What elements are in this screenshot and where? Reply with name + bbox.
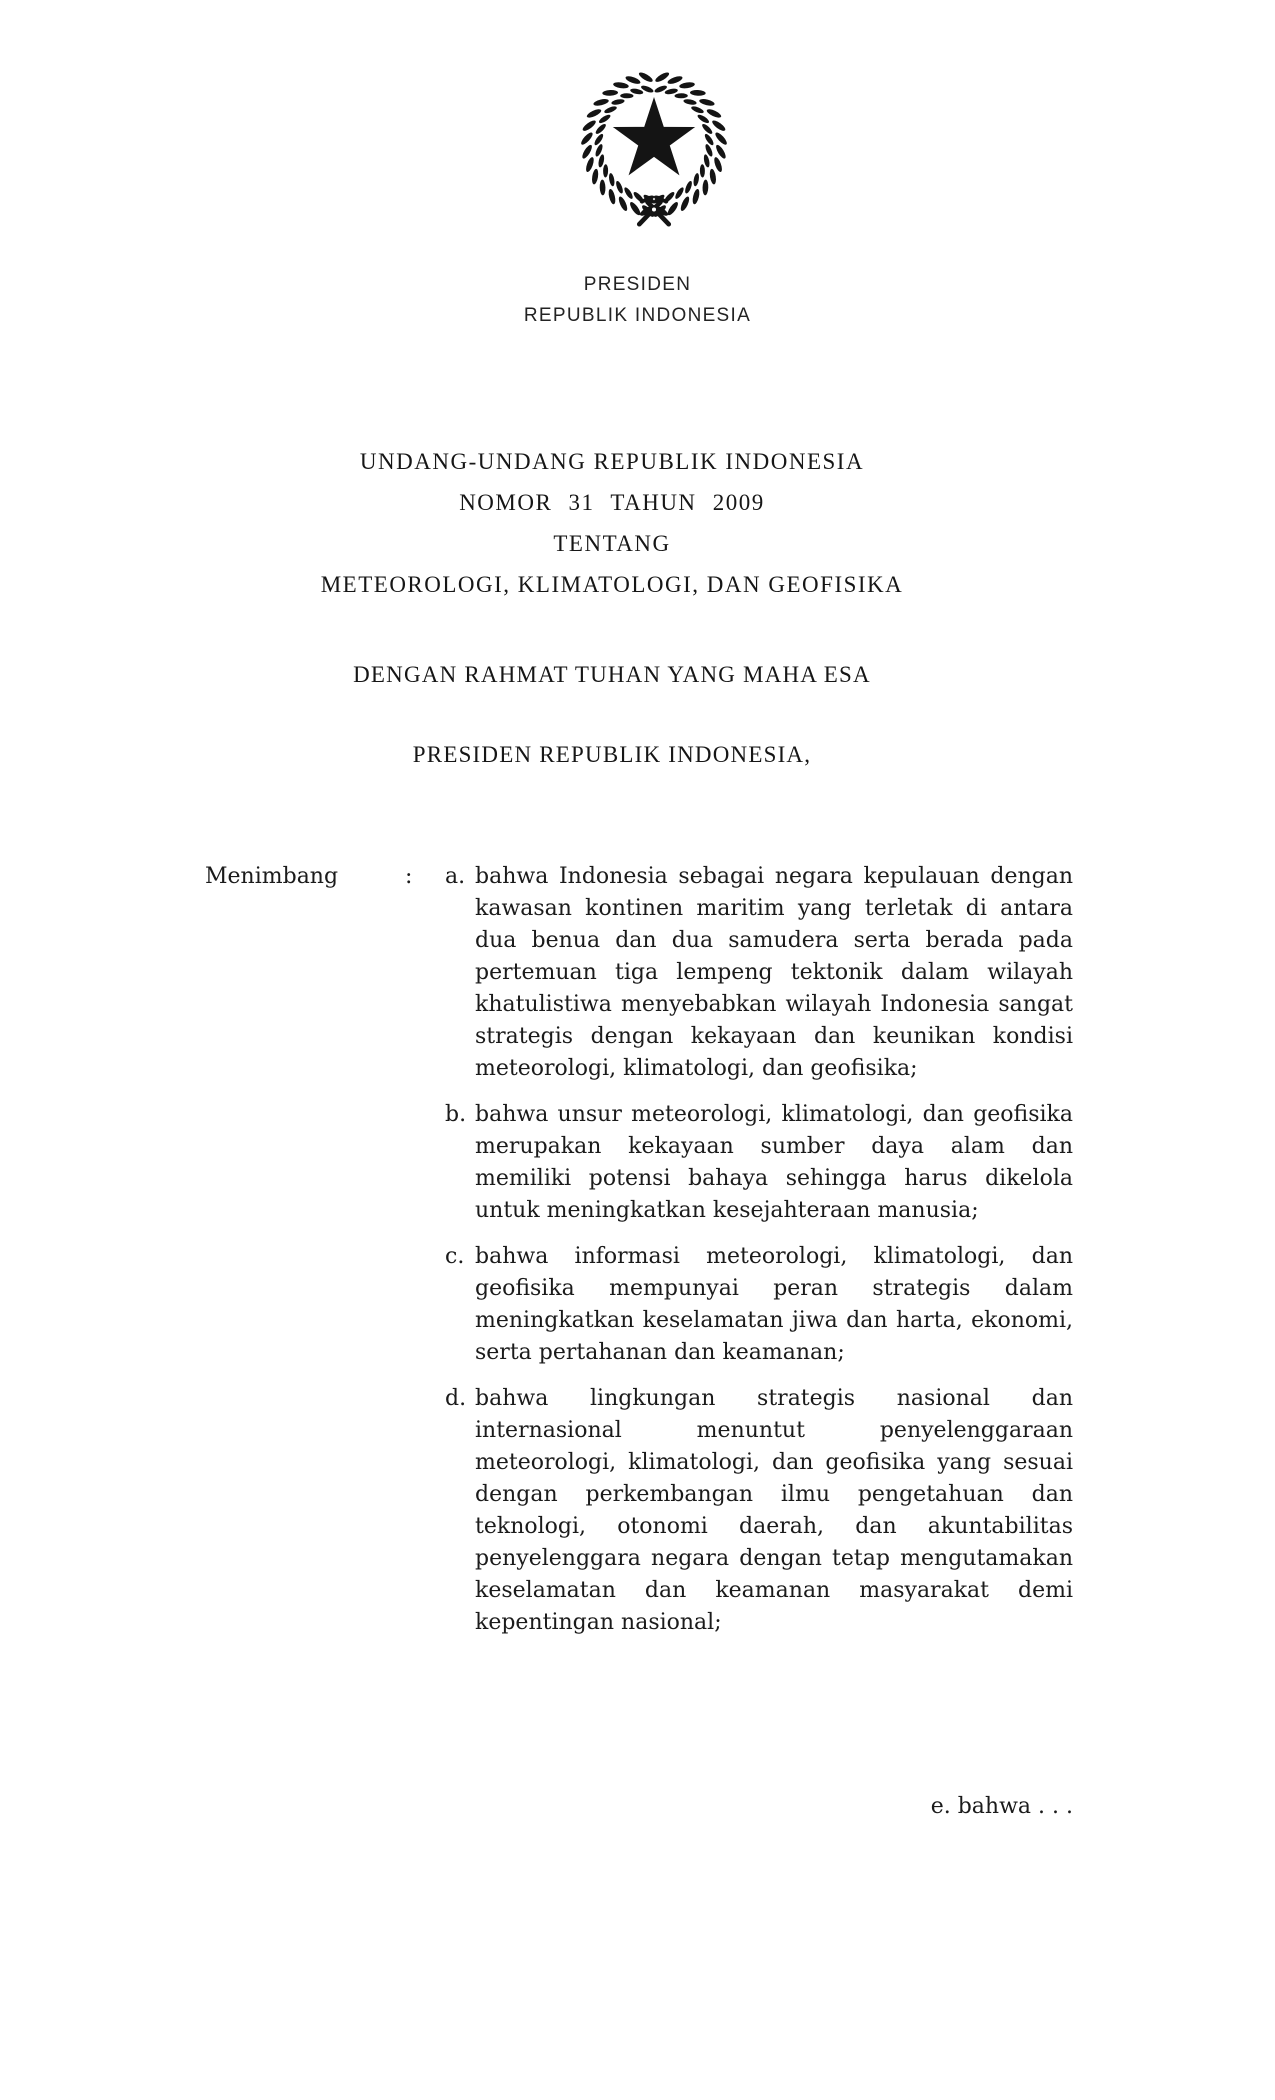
law-title-line: UNDANG-UNDANG REPUBLIK INDONESIA xyxy=(359,449,865,474)
law-title-block xyxy=(0,441,1224,605)
law-tentang-line: TENTANG xyxy=(553,531,671,556)
item-text: bahwa Indonesia sebagai negara kepulauan dengan kawasan kontinen maritim yang terletak di antara dua benua dan dua samudera serta berada pada pertemuan tiga lempeng tektonik dalam wilayah khatulistiwa menyebabkan wilayah Indonesia sangat strategis dengan kekayaan dan keunikan kondisi meteorologi, klimatologi, dan geofisika; xyxy=(475,864,1073,1081)
item-marker: d. xyxy=(445,1386,467,1411)
law-number-line: NOMOR 31 TAHUN 2009 xyxy=(459,490,765,515)
item-text: bahwa informasi meteorologi, klimatologi, dan geofisika mempunyai peran strategis dalam meningkatkan keselamatan jiwa dan harta, ekonomi, serta pertahanan dan keamanan; xyxy=(475,1244,1073,1365)
menimbang-label: Menimbang xyxy=(205,864,339,889)
item-marker: c. xyxy=(445,1244,465,1269)
national-emblem-star-wreath-icon xyxy=(571,56,737,232)
page-catchword: e. bahwa . . . xyxy=(930,1794,1073,1819)
considerations-list xyxy=(445,861,1073,1639)
invocation-line: DENGAN RAHMAT TUHAN YANG MAHA ESA xyxy=(353,662,871,687)
law-subject-line: METEOROLOGI, KLIMATOLOGI, DAN GEOFISIKA xyxy=(320,572,904,597)
star-icon xyxy=(613,97,695,175)
item-marker: b. xyxy=(445,1102,467,1127)
letterhead-republik-indonesia: REPUBLIK INDONESIA xyxy=(523,305,752,326)
menimbang-colon: : xyxy=(405,864,413,889)
item-marker: a. xyxy=(445,864,466,889)
consideration-item xyxy=(445,1099,1073,1227)
consideration-item xyxy=(445,1241,1073,1369)
consideration-item xyxy=(445,1383,1073,1639)
consideration-item xyxy=(445,861,1073,1085)
letterhead-presiden: PRESIDEN xyxy=(583,274,692,295)
item-text: bahwa unsur meteorologi, klimatologi, dan geofisika merupakan kekayaan sumber daya alam dan memiliki potensi bahaya sehingga harus dikelola untuk meningkatkan kesejahteraan manusia; xyxy=(475,1102,1073,1223)
authority-line: PRESIDEN REPUBLIK INDONESIA, xyxy=(412,742,812,767)
item-text: bahwa lingkungan strategis nasional dan internasional menuntut penyelenggaraan meteorologi, klimatologi, dan geofisika yang sesuai dengan perkembangan ilmu pengetahuan dan teknologi, otonomi daerah, dan akuntabilitas penyelenggara negara dengan tetap mengutamakan keselamatan dan keamanan masyarakat demi kepentingan nasional; xyxy=(475,1386,1073,1635)
considerations-section xyxy=(205,861,1073,1639)
